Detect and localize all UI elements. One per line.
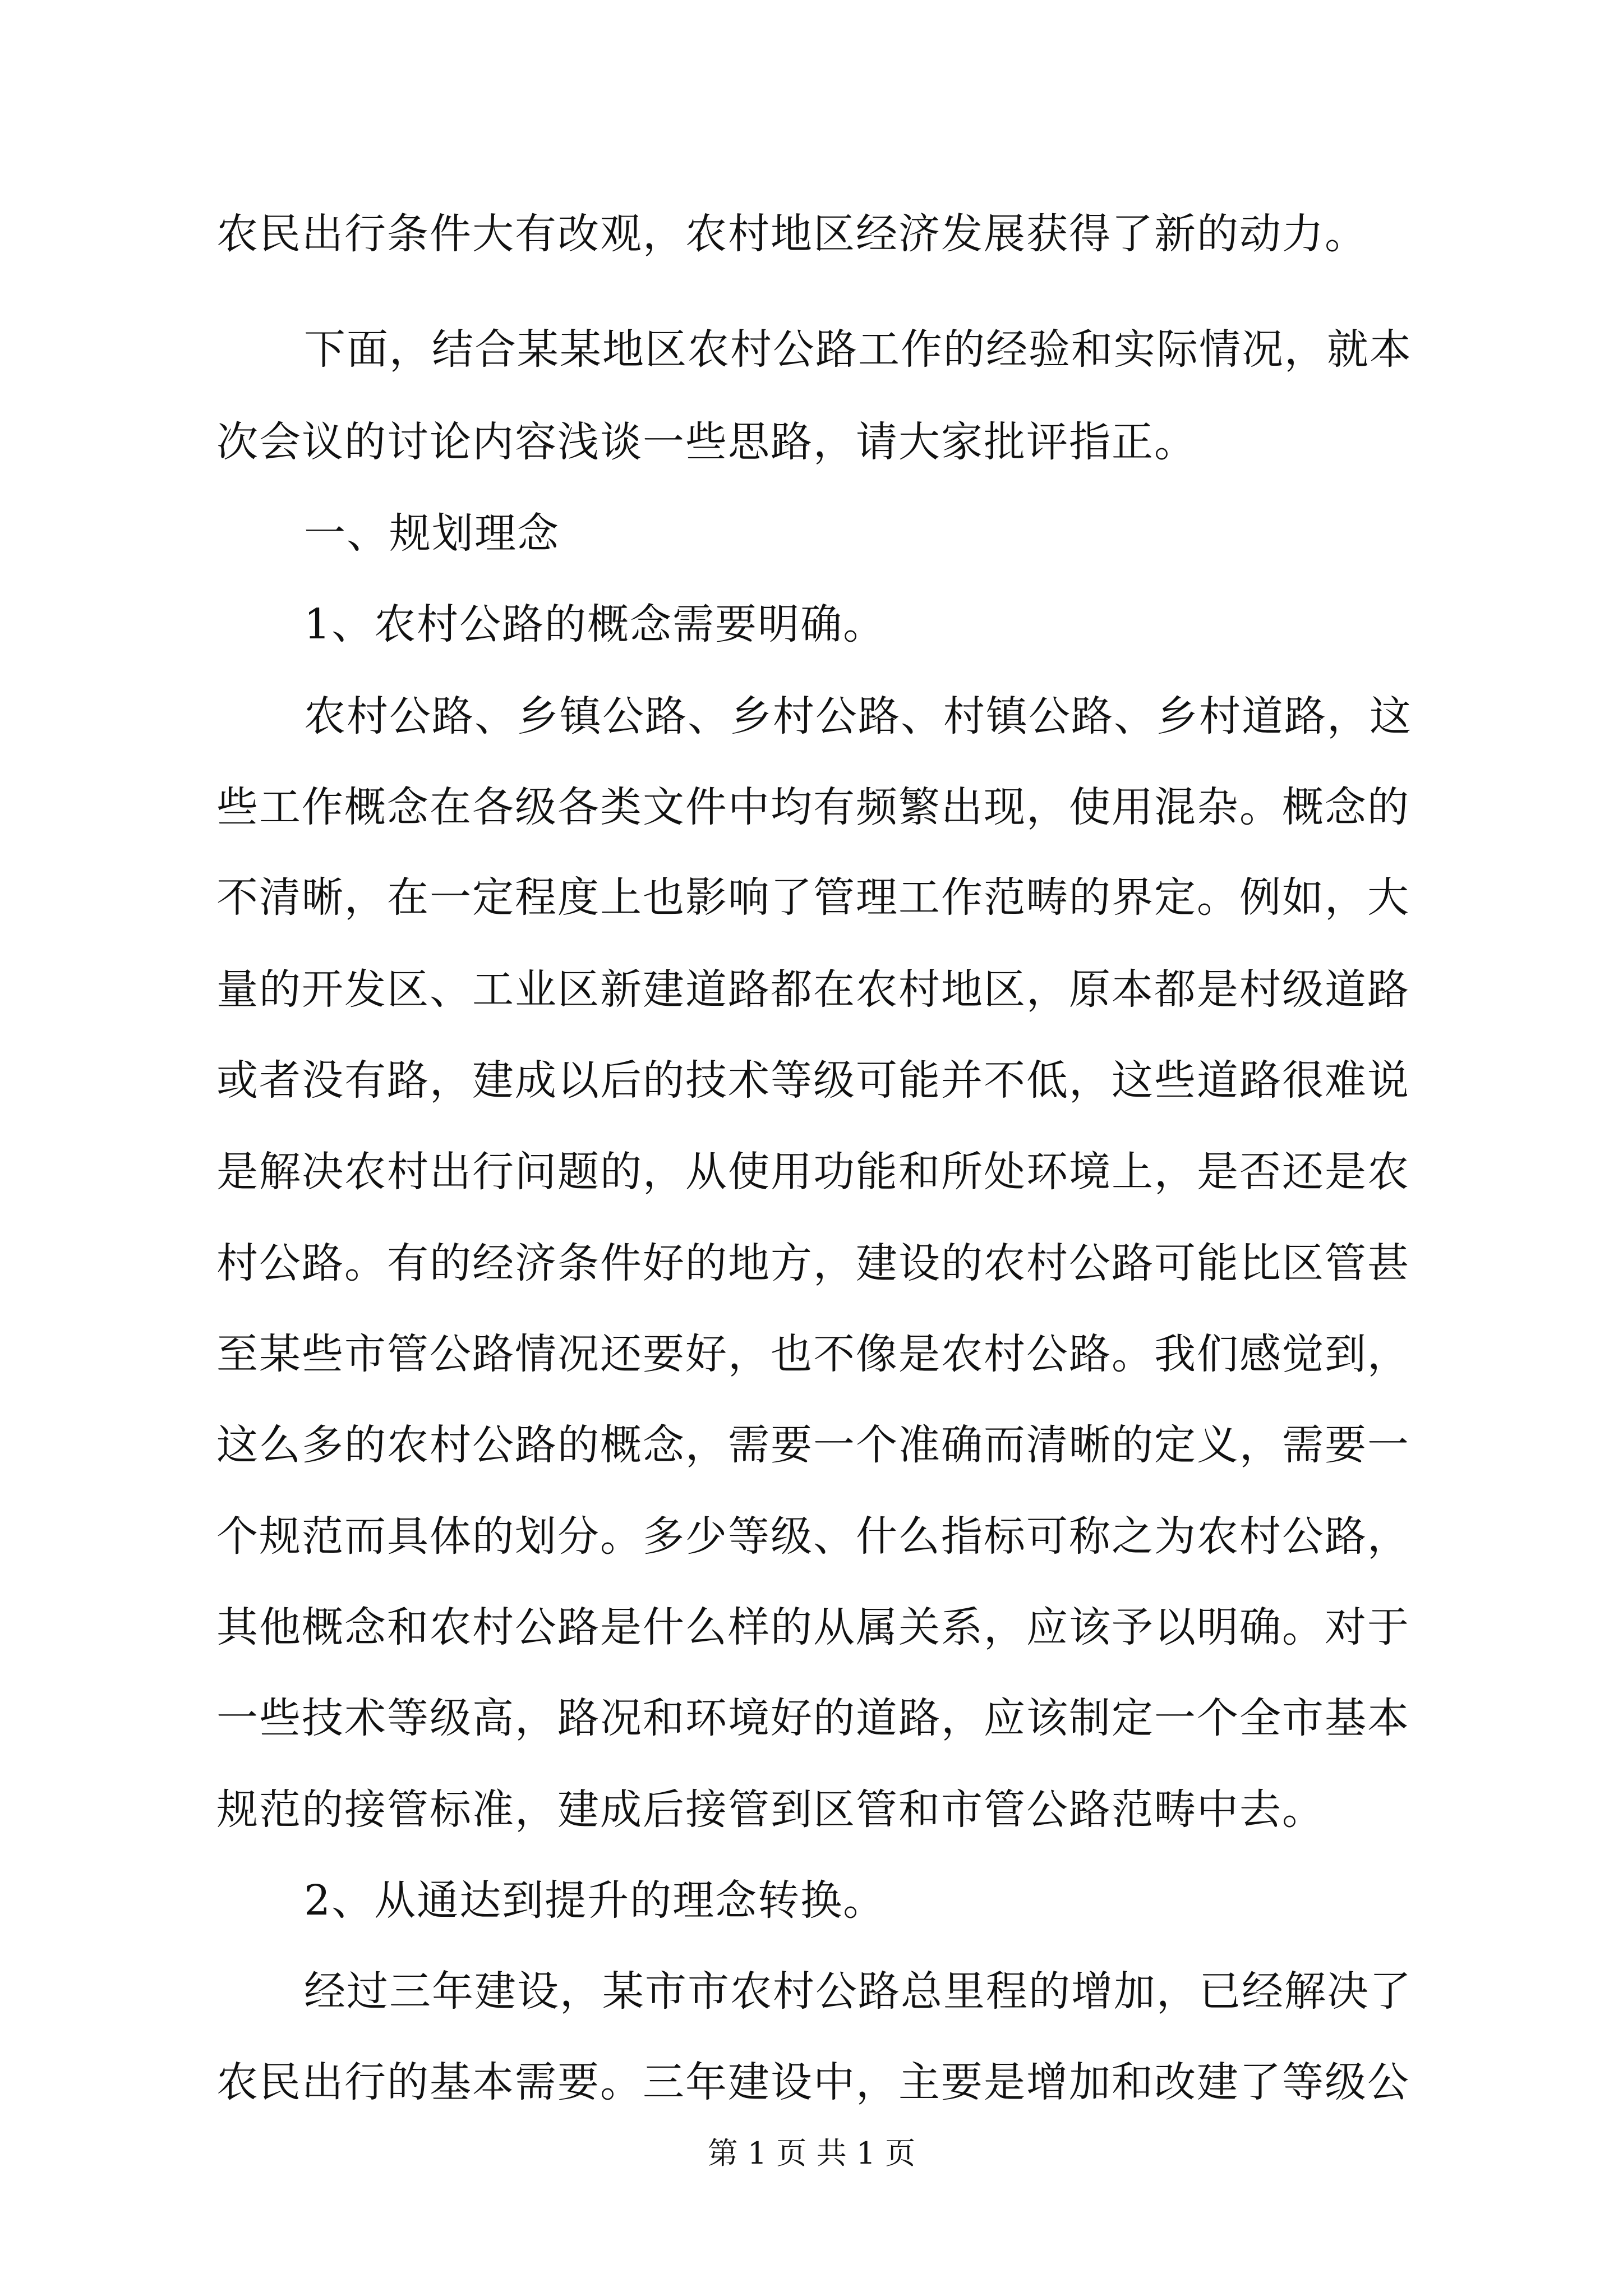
- text-line-14: 这么多的农村公路的概念，需要一个准确而清晰的定义，需要一: [216, 1421, 1410, 1469]
- text-line-20: 经过三年建设，某市市农村公路总里程的增加，已经解决了: [304, 1967, 1412, 2016]
- section-heading-1: 一、规划理念: [304, 509, 560, 558]
- text-line-16: 其他概念和农村公路是什么样的从属关系，应该予以明确。对于: [216, 1603, 1410, 1651]
- text-line-15: 个规范而具体的划分。多少等级、什么指标可称之为农村公路，: [216, 1512, 1410, 1561]
- text-line-13: 至某些市管公路情况还要好，也不像是农村公路。我们感觉到，: [216, 1330, 1410, 1378]
- page-footer: 第 1 页 共 1 页: [707, 2136, 916, 2171]
- subheading-2: 2、从通达到提升的理念转换。: [304, 1876, 886, 1925]
- text-line-17: 一些技术等级高，路况和环境好的道路，应该制定一个全市基本: [216, 1694, 1410, 1742]
- text-line-8: 不清晰，在一定程度上也影响了管理工作范畴的界定。例如，大: [216, 873, 1410, 922]
- text-line-10: 或者没有路，建成以后的技术等级可能并不低，这些道路很难说: [216, 1056, 1410, 1105]
- text-line-21: 农民出行的基本需要。三年建设中，主要是增加和改建了等级公: [216, 2058, 1410, 2106]
- subheading-1: 1、农村公路的概念需要明确。: [304, 600, 886, 648]
- text-line-11: 是解决农村出行问题的，从使用功能和所处环境上，是否还是农: [216, 1148, 1410, 1196]
- text-line-3: 次会议的讨论内容浅谈一些思路，请大家批评指正。: [216, 418, 1197, 466]
- text-line-9: 量的开发区、工业区新建道路都在农村地区，原本都是村级道路: [216, 965, 1410, 1014]
- text-line-12: 村公路。有的经济条件好的地方，建设的农村公路可能比区管甚: [216, 1239, 1410, 1287]
- text-line-18: 规范的接管标准，建成后接管到区管和市管公路范畴中去。: [216, 1786, 1325, 1834]
- text-line-6: 农村公路、乡镇公路、乡村公路、村镇公路、乡村道路，这: [304, 692, 1412, 740]
- text-line-7: 些工作概念在各级各类文件中均有频繁出现，使用混杂。概念的: [216, 783, 1410, 831]
- text-line-1: 农民出行条件大有改观，农村地区经济发展获得了新的动力。: [216, 210, 1367, 258]
- text-line-2: 下面，结合某某地区农村公路工作的经验和实际情况，就本: [304, 325, 1412, 374]
